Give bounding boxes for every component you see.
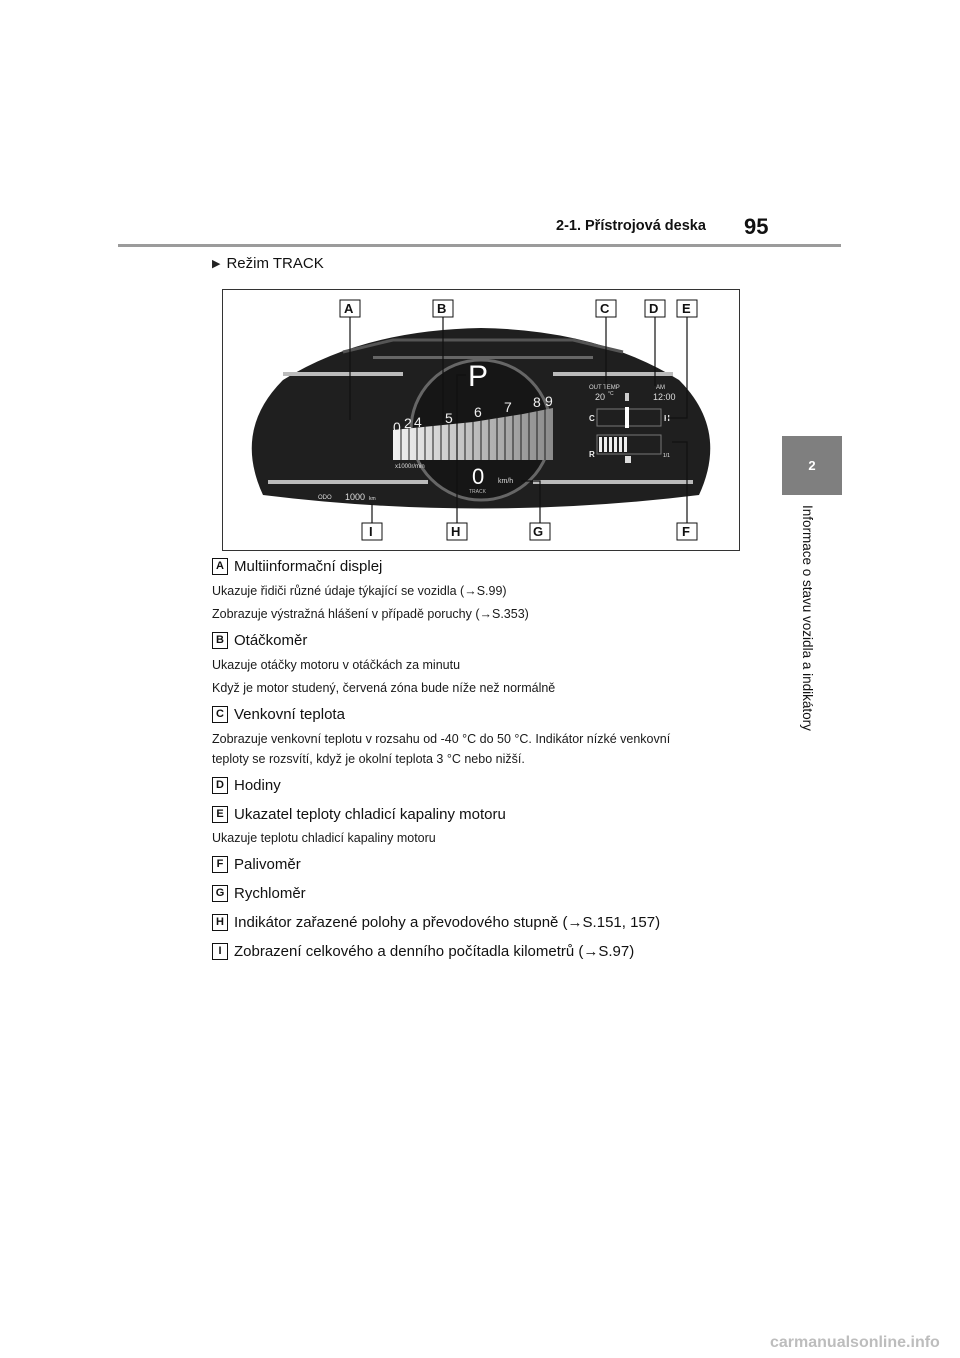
- speed-value: 0: [472, 464, 485, 489]
- out-temp-unit: °C: [608, 391, 614, 397]
- chapter-number: 2: [808, 458, 816, 473]
- item-title-e: Ukazatel teploty chladicí kapaliny motoru: [234, 806, 506, 823]
- item-title-f: Palivoměr: [234, 856, 301, 873]
- clock-period: AM: [656, 385, 665, 391]
- item-title-c: Venkovní teplota: [234, 706, 345, 723]
- fuel-full-label: 1/1: [663, 453, 670, 459]
- out-temp-value: 20: [595, 392, 606, 402]
- mode-heading-text: Režim TRACK: [226, 255, 324, 272]
- fuel-pump-icon: [625, 456, 631, 463]
- item-badge-b: B: [212, 632, 228, 649]
- item-a-desc-2: Zobrazuje výstražná hlášení v případě poruchy (→S.353): [212, 607, 529, 621]
- triangle-bullet-icon: ▶: [212, 258, 221, 270]
- tach-num-8: 8: [533, 394, 541, 410]
- callout-label-f: F: [682, 524, 690, 539]
- callout-label-g: G: [533, 524, 544, 539]
- odo-unit: km: [369, 496, 376, 502]
- item-title-d: Hodiny: [234, 777, 281, 794]
- item-b-desc-1: Ukazuje otáčky motoru v otáčkách za minutu: [212, 658, 461, 672]
- item-badge-c: C: [212, 706, 228, 723]
- watermark: carmanualsonline.info: [770, 1334, 940, 1351]
- item-a-desc-1: Ukazuje řidiči různé údaje týkající se vozidla (→S.99): [212, 584, 507, 598]
- chapter-title: Informace o stavu vozidla a indikátory: [800, 505, 815, 731]
- tach-num-7: 7: [504, 399, 512, 415]
- tach-num-0: 0: [393, 419, 401, 435]
- item-badge-f: F: [212, 856, 228, 873]
- item-b-title-row: [212, 632, 307, 649]
- tach-num-5: 5: [445, 410, 453, 426]
- item-f-title-row: [212, 856, 301, 873]
- fuel-empty-label: R: [589, 450, 595, 459]
- item-badge-a: A: [212, 558, 228, 575]
- header-section: 2-1. Přístrojová deska: [556, 218, 706, 234]
- header-rule: [118, 244, 841, 247]
- tach-num-9: 9: [545, 393, 553, 409]
- item-badge-h: H: [212, 914, 228, 931]
- instrument-figure: [222, 289, 740, 551]
- item-title-g: Rychloměr: [234, 885, 306, 902]
- callout-label-i: I: [369, 524, 373, 539]
- odo-value: 1000: [345, 492, 366, 502]
- coolant-cold-label: C: [589, 414, 595, 423]
- odo-label: ODO: [318, 495, 332, 501]
- tach-num-6: 6: [474, 404, 482, 420]
- callout-label-c: C: [600, 301, 610, 316]
- tach-num-4: 4: [414, 414, 422, 430]
- item-h-title-row: [212, 914, 660, 931]
- item-d-title-row: [212, 777, 281, 794]
- callout-label-b: B: [437, 301, 447, 316]
- item-e-desc-1: Ukazuje teplotu chladicí kapaliny motoru: [212, 831, 436, 845]
- out-temp-label: OUT TEMP: [589, 385, 620, 391]
- mode-heading: [212, 255, 324, 272]
- item-title-a: Multiinformační displej: [234, 558, 383, 575]
- item-badge-e: E: [212, 806, 228, 823]
- item-c-title-row: [212, 706, 345, 723]
- item-title-i: Zobrazení celkového a denního počítadla kilometrů (→S.97): [234, 943, 635, 960]
- item-c-desc-1: Zobrazuje venkovní teplotu v rozsahu od -40 °C do 50 °C. Indikátor nízké venkovní: [212, 732, 671, 746]
- tach-num-2: 2: [404, 415, 412, 431]
- tach-unit: x1000r/min: [395, 464, 425, 470]
- chapter-tab: [782, 436, 842, 495]
- item-e-title-row: [212, 806, 506, 823]
- item-badge-g: G: [212, 885, 228, 902]
- callout-label-d: D: [649, 301, 659, 316]
- item-title-b: Otáčkoměr: [234, 632, 308, 649]
- item-title-h: Indikátor zařazené polohy a převodového stupně (→S.151, 157): [234, 914, 661, 931]
- item-badge-d: D: [212, 777, 228, 794]
- coolant-hot-label: H: [664, 414, 670, 423]
- page-number: 95: [744, 214, 769, 239]
- item-a-title-row: [212, 558, 382, 575]
- callout-label-h: H: [451, 524, 461, 539]
- item-badge-i: I: [212, 943, 228, 960]
- speed-unit: km/h: [498, 478, 514, 485]
- item-c-desc-2: teploty se rozsvítí, když je okolní teplota 3 °C nebo nižší.: [212, 752, 525, 766]
- callout-label-e: E: [682, 301, 691, 316]
- gear-indicator: P: [468, 360, 489, 393]
- clock-time: 12:00: [653, 392, 676, 402]
- item-g-title-row: [212, 885, 306, 902]
- item-i-title-row: [212, 943, 634, 960]
- callout-label-a: A: [344, 301, 354, 316]
- track-mode-label: TRACK: [469, 489, 486, 495]
- item-b-desc-2: Když je motor studený, červená zóna bude níže než normálně: [212, 681, 556, 695]
